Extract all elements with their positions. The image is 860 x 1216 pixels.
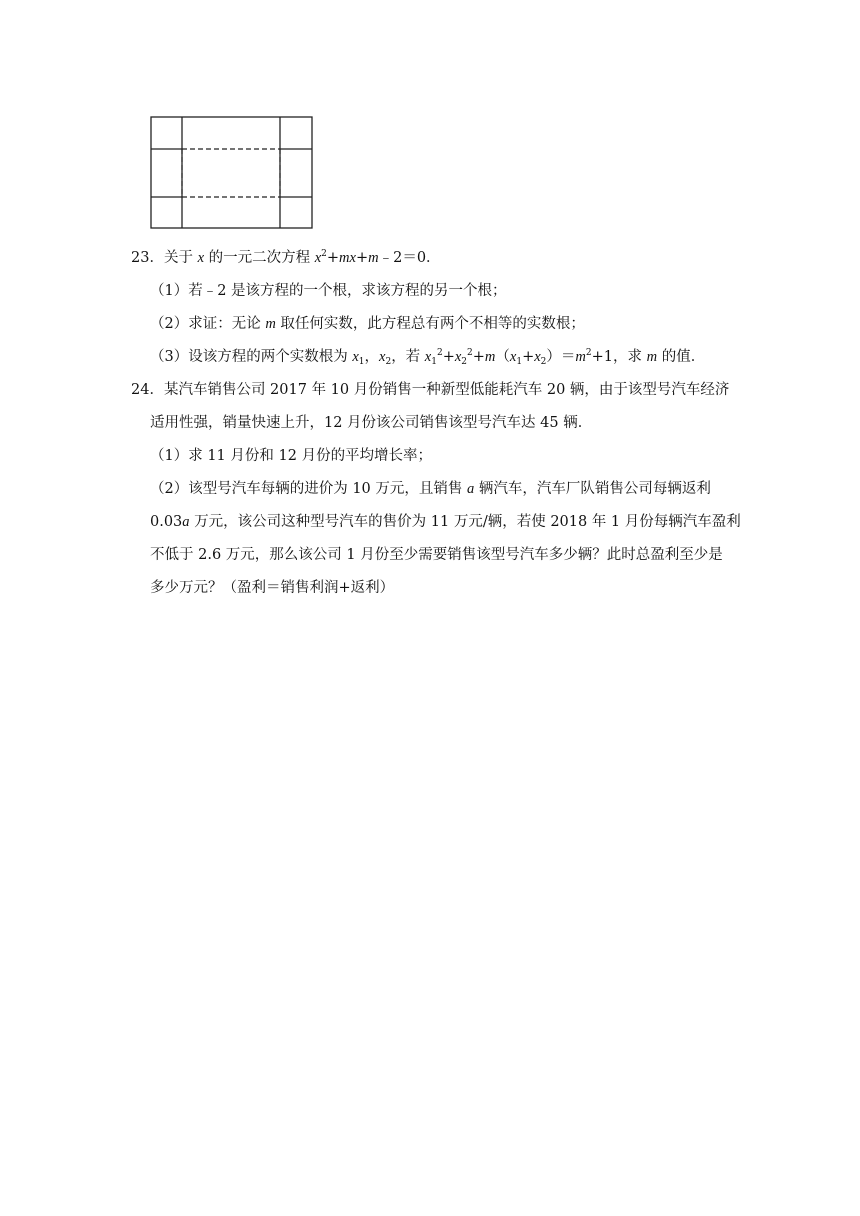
q24-number: 24． [131,382,164,398]
rectangle-figure [150,116,314,230]
q23-number: 23． [131,250,164,266]
q23-part2: （2）求证：无论 m 取任何实数，此方程总有两个不相等的实数根； [150,316,585,332]
q24-part2-line4: 多少万元？（盈利＝销售利润+返利） [150,580,395,596]
q24-part2-line2: 0.03a 万元，该公司这种型号汽车的售价为 11 万元/辆，若使 2018 年 1 月份每辆汽车盈利 [150,514,741,530]
q23-part1: （1）若﹣2 是该方程的一个根，求该方程的另一个根； [150,283,507,299]
q23-part3: （3）设该方程的两个实数根为 $x_1$，$x_2$，若 $x_1^2+x_2^2+m(x_1+x_2)=m^2+1$，求 m 的值． [150,348,706,367]
q24-stem-line1: 24．某汽车销售公司 2017 年 10 月份销售一种新型低能耗汽车 20 辆，由于该型号汽车经济 [131,382,730,398]
q24-part2-line3: 不低于 2.6 万元，那么该公司 1 月份至少需要销售该型号汽车多少辆？此时总盈利至少是 [150,547,723,563]
q24-part2-line1: （2）该型号汽车每辆的进价为 10 万元，且销售 a 辆汽车，汽车厂队销售公司每辆返利 [150,481,711,497]
q24-part1: （1）求 11 月份和 12 月份的平均增长率； [150,448,433,464]
figure-outer-rect [151,117,312,228]
q24-stem-line2: 适用性强，销量快速上升，12 月份该公司销售该型号汽车达 45 辆． [150,415,593,431]
q23-stem: 23．关于 x 的一元二次方程 $x^2+mx+m﹣2=0$． [131,249,441,266]
